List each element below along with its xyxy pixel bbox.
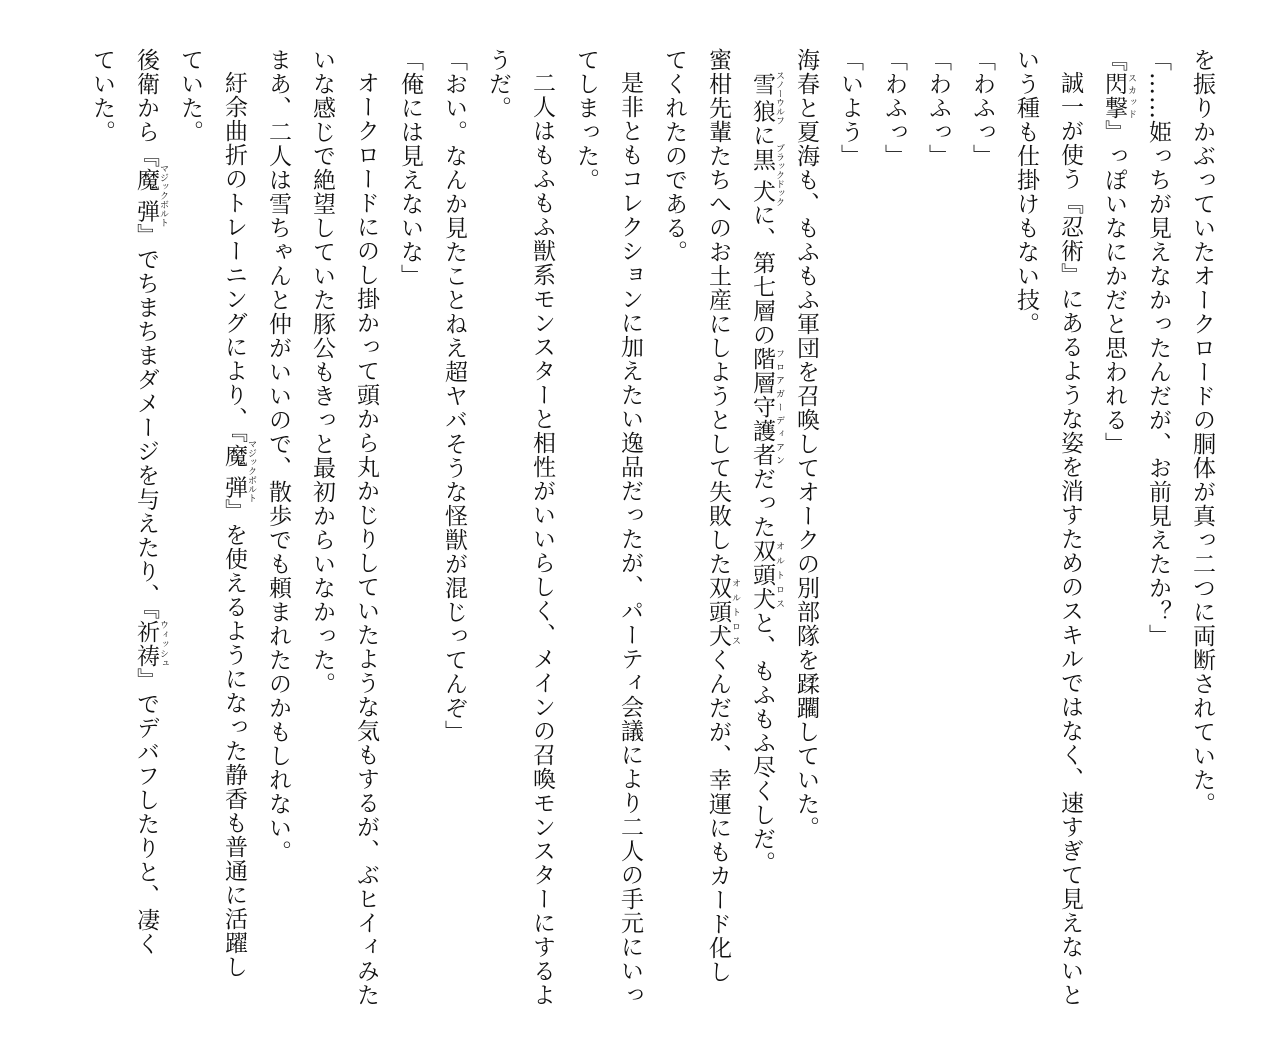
- ruby-annotation: 双頭犬 オルトロス: [749, 539, 784, 611]
- text-line: 「いよう」: [837, 48, 863, 168]
- text-line: まあ、二人は雪ちゃんと仲がいいので、散歩でも頼まれたのかもしれない。: [265, 48, 291, 864]
- text-line: 「俺には見えないな」: [397, 48, 423, 288]
- text-line: 是非ともコレクションに加えたい逸品だったが、パーティ会議により二人の手元にいっ: [617, 71, 643, 1007]
- text-line: 『閃撃 スカッド』っぽいなにかだと思われる」: [1101, 48, 1136, 456]
- text-line: 二人はもふもふ獣系モンスターと相性がいいらしく、メインの召喚モンスターにするよ: [529, 71, 555, 1007]
- ruby-annotation: 雪狼 スノーウルフ: [749, 71, 784, 125]
- text-line: 雪狼 スノーウルフに黒犬 ブラックドックに、第七層の階層守護者 フロアガーディアンだった双頭犬 オルトロスと、もふもふ尽くしだ。: [749, 71, 784, 875]
- text-line: てしまった。: [573, 48, 599, 192]
- ruby-annotation: 双頭犬 オルトロス: [705, 576, 740, 648]
- text-line: うだ。: [485, 48, 511, 120]
- ruby-annotation: 黒犬 ブラックドック: [749, 143, 784, 207]
- text-line: 蜜柑先輩たちへのお土産にしようとして失敗した双頭犬 オルトロスくんだが、幸運にもカード化し: [705, 48, 740, 984]
- text-line: 後衛から『魔弾 マジックボルト』でちまちまダメージを与えたり、『祈祷 ウィッシュ』でデバフしたりと、凄く: [133, 48, 168, 956]
- text-line: 「……姫っちが見えなかったんだが、お前見えたか？」: [1145, 48, 1171, 648]
- text-line: 「おい。なんか見たことねえ超ヤバそうな怪獣が混じってんぞ」: [441, 48, 467, 744]
- text-line: ていた。: [89, 48, 115, 144]
- vertical-text-page: [44, 48, 1224, 1028]
- text-line: 海春と夏海も、もふもふ軍団を召喚してオークの別部隊を蹂躙していた。: [793, 48, 819, 840]
- text-line: を振りかぶっていたオークロードの胴体が真っ二つに両断されていた。: [1189, 48, 1215, 816]
- text-line: いう種も仕掛けもない技。: [1013, 48, 1039, 336]
- text-line: 誠一が使う『忍術』にあるような姿を消すためのスキルではなく、速すぎて見えないと: [1057, 71, 1083, 1007]
- text-line: 紆余曲折のトレーニングにより、『魔弾 マジックボルト』を使えるようになった静香も普通に活躍し: [221, 71, 256, 979]
- ruby-annotation: 魔弾 マジックボルト: [221, 439, 256, 503]
- ruby-annotation: 祈祷 ウィッシュ: [133, 620, 168, 668]
- ruby-annotation: 閃撃 スカッド: [1101, 72, 1136, 120]
- text-line: 「わふっ」: [881, 48, 907, 168]
- ruby-annotation: 魔弾 マジックボルト: [133, 164, 168, 228]
- ruby-annotation: 階層守護者 フロアガーディアン: [749, 347, 784, 467]
- text-line: いな感じで絶望していた豚公もきっと最初からいなかった。: [309, 48, 335, 696]
- text-line: ていた。: [177, 48, 203, 144]
- text-line: 「わふっ」: [969, 48, 995, 168]
- text-line: オークロードにのし掛かって頭から丸かじりしていたような気もするが、ぶヒイィみた: [353, 71, 379, 1007]
- text-line: てくれたのである。: [661, 48, 687, 264]
- text-line: 「わふっ」: [925, 48, 951, 168]
